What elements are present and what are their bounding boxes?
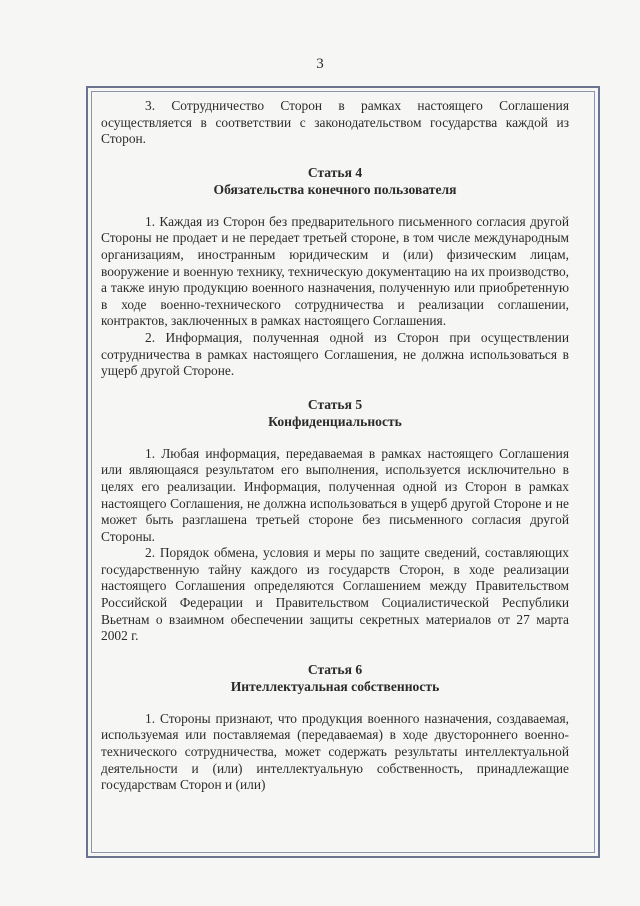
article-4-number: Статья 4 — [307, 164, 363, 180]
article-5-clause-2: 2. Порядок обмена, условия и меры по защите сведений, составляющих государственную тайну каждого из государств Сторон, в ходе реализации настоящего Соглашения определяются Соглашением между Правительством Российской Федерации и Правительством Социалистической Республики Вьетнам о взаимном обеспечении защиты секретных материалов от 27 марта 2002 г. — [101, 545, 569, 644]
document-body — [101, 98, 569, 794]
article-6-title: Интеллектуальная собственность — [230, 678, 440, 694]
article-4-clause-2: 2. Информация, полученная одной из Сторон при осуществлении сотрудничества в рамках настоящего Соглашения, не должна использоваться в ущерб другой Стороне. — [101, 329, 569, 379]
article-6-clause-1: 1. Стороны признают, что продукция военного назначения, создаваемая, используемая или поставляемая (передаваемая) в ходе двустороннего военно-технического сотрудничества, может содержать результаты интеллектуальной деятельности и (или) интеллектуальную собственность, принадлежащие государствам Сторон и (или) — [101, 710, 569, 793]
article-5-clause-1: 1. Любая информация, передаваемая в рамках настоящего Соглашения или являющаяся результатом его выполнения, используется исключительно в целях его реализации. Информация, полученная одной из Сторон в рамках настоящего Соглашения, не должна использоваться в ущерб другой Стороне и не может быть разглашена третьей стороне без письменного согласия другой Стороны. — [101, 445, 569, 544]
article-3-clause-3: 3. Сотрудничество Сторон в рамках настоящего Соглашения осуществляется в соответствии с законодательством государства каждой из Сторон. — [101, 98, 569, 147]
article-4-clause-1: 1. Каждая из Сторон без предварительного письменного согласия другой Стороны не продает и не передает третьей стороне, в том числе международным организациям, иностранным юридическим и (или) физическим лицам, вооружение и военную технику, техническую документацию на их производство, а также иную продукцию военного назначения, полученную или приобретенную в ходе военно-технического сотрудничества и реализации соглашении, контрактов, заключенных в рамках настоящего Соглашения. — [101, 213, 569, 329]
page-number: 3 — [316, 56, 324, 72]
article-6-number: Статья 6 — [307, 661, 363, 677]
article-5-number: Статья 5 — [307, 396, 363, 412]
article-5-title: Конфиденциальность — [268, 413, 402, 429]
article-4-title: Обязательства конечного пользователя — [213, 181, 457, 197]
